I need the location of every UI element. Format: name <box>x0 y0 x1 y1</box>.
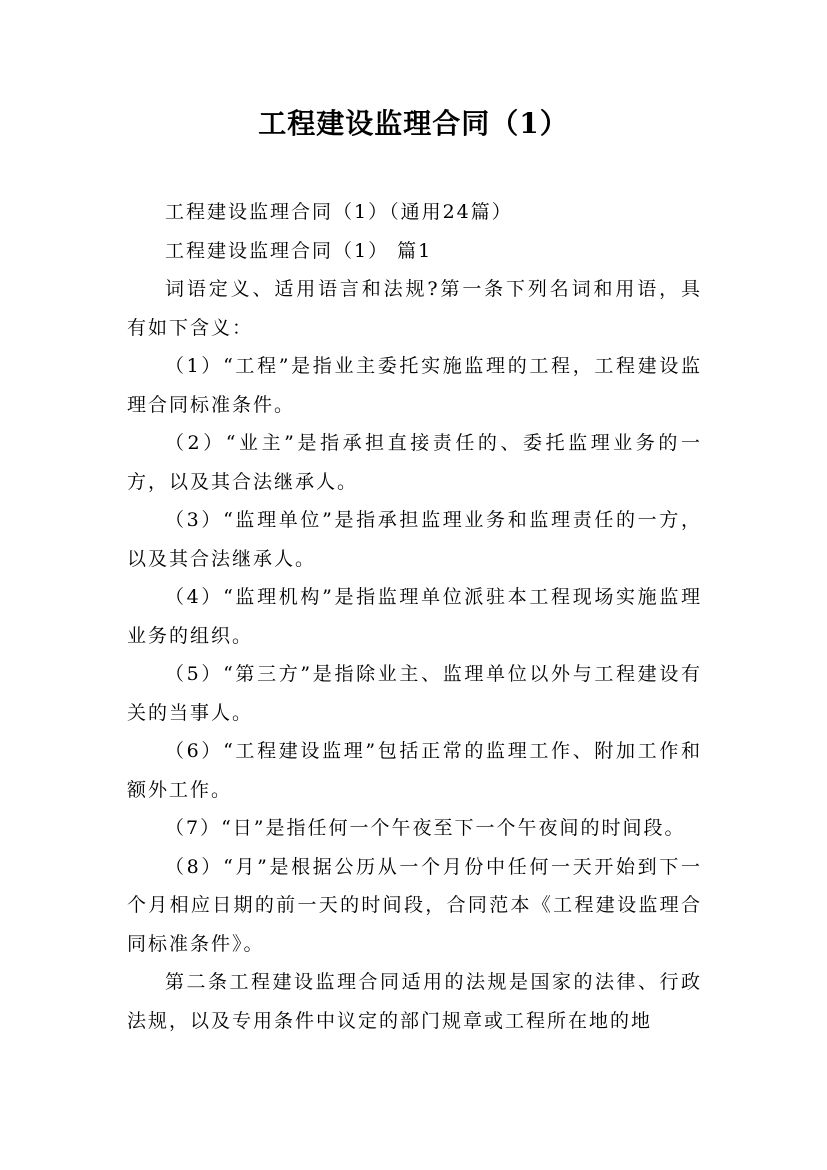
paragraph: 词语定义、适用语言和法规?第一条下列名词和用语，具有如下含义： <box>127 278 702 339</box>
paragraph: （4）“监理机构”是指监理单位派驻本工程现场实施监理业务的组织。 <box>127 586 702 647</box>
paragraph: 工程建设监理合同（1） 篇1 <box>165 239 433 262</box>
paragraph: （8）“月”是根据公历从一个月份中任何一天开始到下一个月相应日期的前一天的时间段，合同范本《工程建设监理合同标准条件》。 <box>127 855 702 955</box>
paragraph: 第二条工程建设监理合同适用的法规是国家的法律、行政法规，以及专用条件中议定的部门规章或工程所在地的地 <box>127 971 702 1032</box>
paragraph: （1）“工程”是指业主委托实施监理的工程，工程建设监理合同标准条件。 <box>127 355 702 416</box>
paragraph: （5）“第三方”是指除业主、监理单位以外与工程建设有关的当事人。 <box>127 663 702 724</box>
paragraph: 工程建设监理合同（1）（通用24篇） <box>165 201 513 223</box>
document-title: 工程建设监理合同（1） <box>258 107 569 140</box>
document-body <box>127 193 702 1040</box>
paragraph: （7）“日”是指任何一个午夜至下一个午夜间的时间段。 <box>165 817 686 839</box>
paragraph: （3）“监理单位”是指承担监理业务和监理责任的一方，以及其合法继承人。 <box>127 509 702 570</box>
paragraph: （2）“业主”是指承担直接责任的、委托监理业务的一方，以及其合法继承人。 <box>127 432 702 493</box>
paragraph: （6）“工程建设监理”包括正常的监理工作、附加工作和额外工作。 <box>127 740 702 801</box>
